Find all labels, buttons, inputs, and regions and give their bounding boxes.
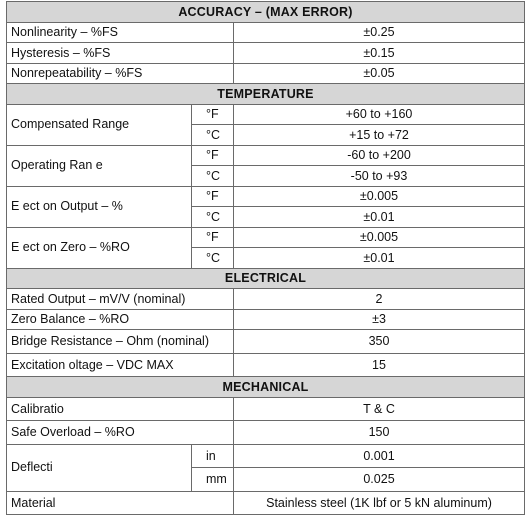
unit-celsius: °C	[192, 207, 234, 228]
row-hysteresis	[7, 43, 525, 64]
nonrepeatability-value: ±0.05	[234, 63, 525, 84]
unit-fahrenheit: °F	[192, 227, 234, 248]
row-deflection-in	[7, 444, 525, 468]
effect-on-zero-label: E ect on Zero – %RO	[7, 227, 192, 268]
row-rated-output	[7, 289, 525, 310]
row-compensated-range-f	[7, 104, 525, 125]
unit-fahrenheit: °F	[192, 186, 234, 207]
operating-range-label: Operating Ran e	[7, 145, 192, 186]
unit-celsius: °C	[192, 248, 234, 269]
rated-output-label: Rated Output – mV/V (nominal)	[7, 289, 234, 310]
calibration-label: Calibratio	[7, 397, 234, 421]
unit-celsius: °C	[192, 166, 234, 187]
nonlinearity-label: Nonlinearity – %FS	[7, 22, 234, 43]
effect-on-zero-c-value: ±0.01	[234, 248, 525, 269]
row-nonlinearity	[7, 22, 525, 43]
section-heading-temperature: TEMPERATURE	[7, 84, 525, 105]
section-accuracy	[7, 2, 525, 23]
operating-range-f-value: -60 to +200	[234, 145, 525, 166]
section-electrical	[7, 268, 525, 289]
excitation-voltage-value: 15	[234, 353, 525, 377]
section-heading-electrical: ELECTRICAL	[7, 268, 525, 289]
row-calibration	[7, 397, 525, 421]
unit-millimeters: mm	[192, 468, 234, 492]
deflection-mm-value: 0.025	[234, 468, 525, 492]
rated-output-value: 2	[234, 289, 525, 310]
section-heading-mechanical: MECHANICAL	[7, 377, 525, 398]
compensated-range-c-value: +15 to +72	[234, 125, 525, 146]
row-zero-balance	[7, 309, 525, 330]
calibration-value: T & C	[234, 397, 525, 421]
unit-fahrenheit: °F	[192, 145, 234, 166]
deflection-in-value: 0.001	[234, 444, 525, 468]
row-nonrepeatability	[7, 63, 525, 84]
section-temperature	[7, 84, 525, 105]
material-label: Material	[7, 491, 234, 515]
operating-range-c-value: -50 to +93	[234, 166, 525, 187]
effect-on-zero-f-value: ±0.005	[234, 227, 525, 248]
bridge-resistance-label: Bridge Resistance – Ohm (nominal)	[7, 330, 234, 354]
bridge-resistance-value: 350	[234, 330, 525, 354]
nonrepeatability-label: Nonrepeatability – %FS	[7, 63, 234, 84]
specifications-table	[6, 1, 525, 515]
excitation-voltage-label: Excitation oltage – VDC MAX	[7, 353, 234, 377]
row-effect-output-f	[7, 186, 525, 207]
nonlinearity-value: ±0.25	[234, 22, 525, 43]
compensated-range-f-value: +60 to +160	[234, 104, 525, 125]
row-bridge-resistance	[7, 330, 525, 354]
safe-overload-label: Safe Overload – %RO	[7, 421, 234, 445]
section-mechanical	[7, 377, 525, 398]
hysteresis-label: Hysteresis – %FS	[7, 43, 234, 64]
unit-inches: in	[192, 444, 234, 468]
unit-fahrenheit: °F	[192, 104, 234, 125]
compensated-range-label: Compensated Range	[7, 104, 192, 145]
row-operating-range-f	[7, 145, 525, 166]
hysteresis-value: ±0.15	[234, 43, 525, 64]
safe-overload-value: 150	[234, 421, 525, 445]
zero-balance-value: ±3	[234, 309, 525, 330]
row-material	[7, 491, 525, 515]
deflection-label: Deflecti	[7, 444, 192, 491]
row-excitation-voltage	[7, 353, 525, 377]
zero-balance-label: Zero Balance – %RO	[7, 309, 234, 330]
effect-on-output-f-value: ±0.005	[234, 186, 525, 207]
row-effect-zero-f	[7, 227, 525, 248]
effect-on-output-label: E ect on Output – %	[7, 186, 192, 227]
material-value: Stainless steel (1K lbf or 5 kN aluminum)	[234, 491, 525, 515]
effect-on-output-c-value: ±0.01	[234, 207, 525, 228]
section-heading-accuracy: ACCURACY – (MAX ERROR)	[7, 2, 525, 23]
unit-celsius: °C	[192, 125, 234, 146]
row-safe-overload	[7, 421, 525, 445]
